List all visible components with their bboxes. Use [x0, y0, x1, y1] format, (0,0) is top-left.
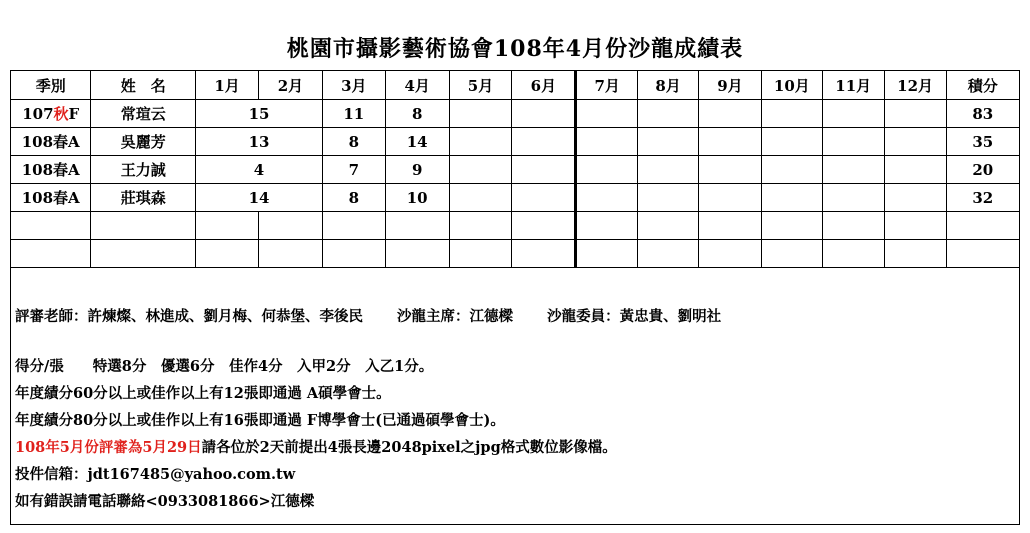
- score-aug: [638, 100, 699, 128]
- season-cell: 108春A: [11, 184, 91, 212]
- score-may: [449, 100, 512, 128]
- score-jul: [576, 184, 638, 212]
- score-apr: 14: [385, 128, 449, 156]
- season-cell: 108春A: [11, 156, 91, 184]
- score-total: 32: [946, 184, 1019, 212]
- score-jul: [576, 128, 638, 156]
- score-apr: 9: [385, 156, 449, 184]
- score-jul: [576, 100, 638, 128]
- empty-row: [11, 212, 1019, 240]
- score-table: [11, 71, 1019, 268]
- member-name: 常瑄云: [91, 100, 196, 128]
- page-title: 桃園市攝影藝術協會108年4月份沙龍成績表: [286, 36, 744, 62]
- score-may: [449, 184, 512, 212]
- header-nov: 11月: [822, 71, 884, 100]
- score-apr: 10: [385, 184, 449, 212]
- header-sep: 9月: [699, 71, 762, 100]
- season-mark: 春: [53, 133, 69, 151]
- table-row: [11, 156, 1019, 184]
- score-jun: [512, 184, 576, 212]
- empty-row: [11, 240, 1019, 268]
- table-row: [11, 128, 1019, 156]
- score-jan-feb: 15: [196, 100, 323, 128]
- score-sheet: [10, 70, 1020, 525]
- scoring-line: 得分/張 特選8分 優選6分 佳作4分 入甲2分 入乙1分。: [15, 358, 434, 375]
- score-dec: [884, 184, 946, 212]
- score-oct: [761, 128, 822, 156]
- season-cell: 107秋F: [11, 100, 91, 128]
- score-total: 35: [946, 128, 1019, 156]
- score-may: [449, 156, 512, 184]
- score-jan-feb: 4: [196, 156, 323, 184]
- score-mar: 8: [322, 128, 385, 156]
- score-nov: [822, 156, 884, 184]
- rule-a-line: 年度績分60分以上或佳作以上有12張即通過 A碩學會士。: [15, 385, 391, 402]
- score-nov: [822, 184, 884, 212]
- score-total: 83: [946, 100, 1019, 128]
- score-nov: [822, 100, 884, 128]
- header-jul: 7月: [576, 71, 638, 100]
- score-jan-feb: 14: [196, 184, 323, 212]
- score-apr: 8: [385, 100, 449, 128]
- score-jul: [576, 156, 638, 184]
- deadline-line: [15, 436, 617, 457]
- header-total: 積分: [946, 71, 1019, 100]
- header-dec: 12月: [884, 71, 946, 100]
- score-sep: [699, 156, 762, 184]
- season-cell: 108春A: [11, 128, 91, 156]
- score-total: 20: [946, 156, 1019, 184]
- score-mar: 7: [322, 156, 385, 184]
- score-mar: 11: [322, 100, 385, 128]
- judges-line: 評審老師：許煉燦、林進成、劉月梅、何恭堡、李後民 沙龍主席：江德樑 沙龍委員：黃忠貴、劉明社: [15, 308, 722, 325]
- score-aug: [638, 184, 699, 212]
- score-sep: [699, 184, 762, 212]
- score-oct: [761, 156, 822, 184]
- season-mark: 春: [53, 189, 69, 207]
- member-name: 王力誠: [91, 156, 196, 184]
- header-row: [11, 71, 1019, 100]
- contact-line: 如有錯誤請電話聯絡<0933081866>江德樑: [15, 493, 315, 510]
- header-mar: 3月: [322, 71, 385, 100]
- score-sep: [699, 128, 762, 156]
- score-oct: [761, 100, 822, 128]
- header-may: 5月: [449, 71, 512, 100]
- score-aug: [638, 156, 699, 184]
- member-name: 吳麗芳: [91, 128, 196, 156]
- rule-f-line: 年度績分80分以上或佳作以上有16張即通過 F博學會士(已通過碩學會士)。: [15, 412, 505, 429]
- deadline-text: 請各位於2天前提出4張長邊2048pixel之jpg格式數位影像檔。: [201, 439, 617, 456]
- season-mark: 秋: [53, 105, 69, 123]
- score-mar: 8: [322, 184, 385, 212]
- header-jan: 1月: [196, 71, 259, 100]
- score-jun: [512, 156, 576, 184]
- email-line: 投件信箱：jdt167485@yahoo.com.tw: [15, 466, 296, 483]
- score-jun: [512, 128, 576, 156]
- score-jun: [512, 100, 576, 128]
- header-aug: 8月: [638, 71, 699, 100]
- table-row: [11, 100, 1019, 128]
- header-oct: 10月: [761, 71, 822, 100]
- score-nov: [822, 128, 884, 156]
- score-may: [449, 128, 512, 156]
- score-oct: [761, 184, 822, 212]
- score-dec: [884, 128, 946, 156]
- score-dec: [884, 100, 946, 128]
- score-aug: [638, 128, 699, 156]
- header-feb: 2月: [259, 71, 323, 100]
- season-mark: 春: [53, 161, 69, 179]
- score-sep: [699, 100, 762, 128]
- header-name: 姓 名: [91, 71, 196, 100]
- header-jun: 6月: [512, 71, 576, 100]
- header-season: 季別: [11, 71, 91, 100]
- score-dec: [884, 156, 946, 184]
- header-apr: 4月: [385, 71, 449, 100]
- member-name: 莊琪森: [91, 184, 196, 212]
- table-row: [11, 184, 1019, 212]
- score-jan-feb: 13: [196, 128, 323, 156]
- deadline-date: 108年5月份評審為5月29日: [15, 439, 202, 456]
